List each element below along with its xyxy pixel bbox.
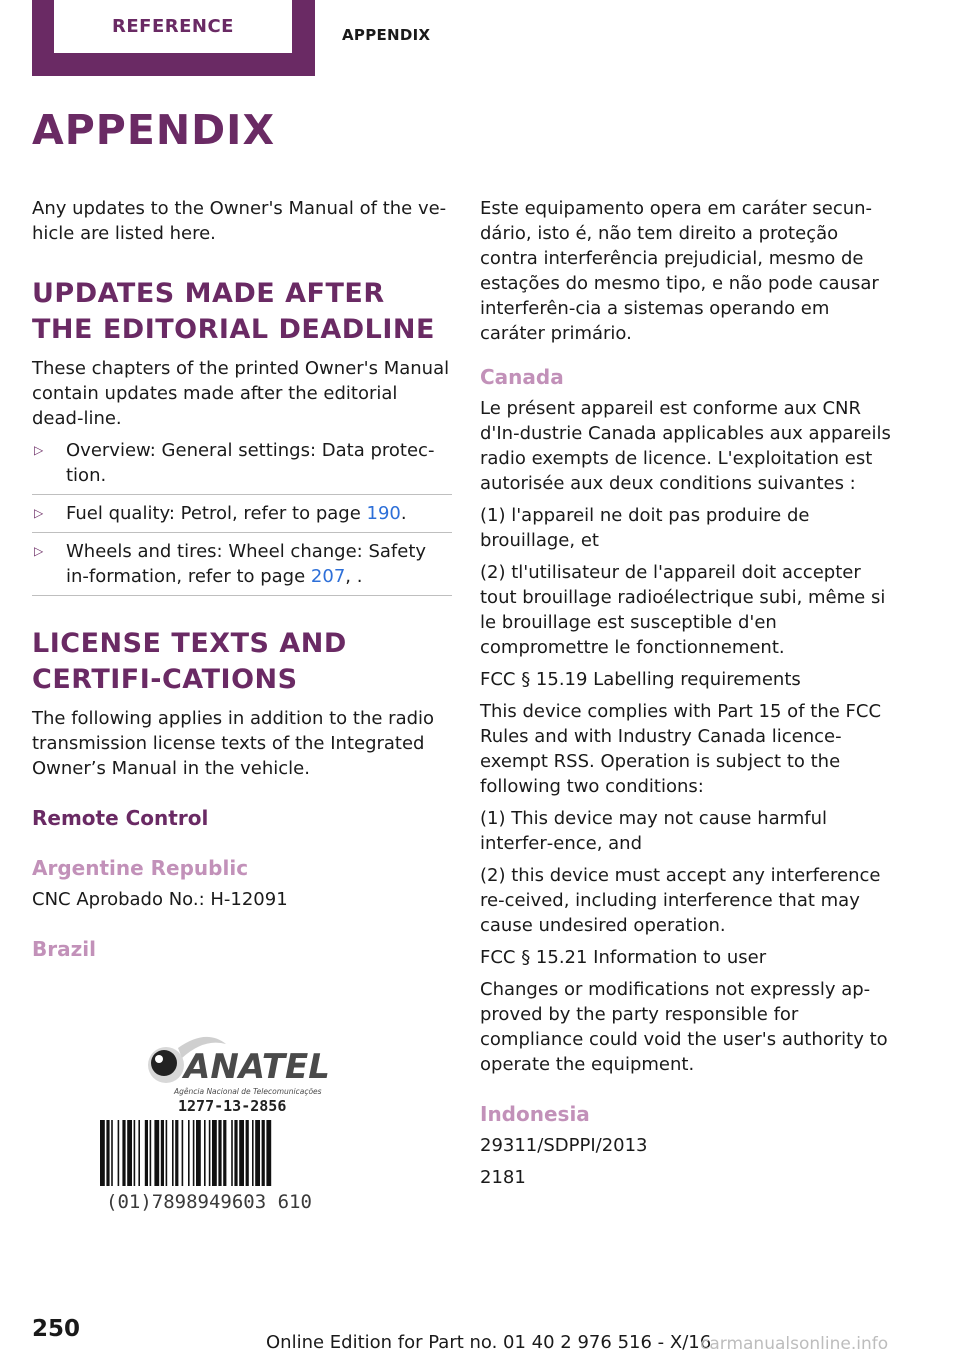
anatel-cert-number: 1277-13-2856	[178, 1097, 287, 1115]
anatel-certification-label	[96, 1028, 386, 1214]
page-number: 250	[32, 1316, 81, 1342]
canada-paragraph: Changes or modifications not expressly ap‐proved by the party responsible for compliance could void the user's authority to operate the equipment.	[480, 979, 888, 1075]
section-label: APPENDIX	[342, 26, 431, 44]
barcode-icon	[100, 1120, 271, 1186]
canada-paragraph: FCC § 15.21 Information to user	[480, 947, 767, 968]
anatel-brand: ANATEL	[184, 1047, 330, 1087]
updates-list	[32, 438, 452, 596]
reference-tab-inner	[54, 0, 292, 53]
list-item-text: Overview: General settings: Data protec‐tion.	[66, 440, 435, 486]
intro-text: Any updates to the Owner's Manual of the ve‐hicle are listed here.	[32, 198, 447, 244]
list-item-text: Wheels and tires: Wheel change: Safety in‐formation, refer to page	[66, 541, 427, 587]
license-text: The following applies in addition to the radio transmission license texts of the Integrated Owner’s Manual in the vehicle.	[32, 708, 435, 779]
canada-paragraph: (1) l'appareil ne doit pas produire de brouillage, et	[480, 505, 810, 551]
anatel-agency: Agência Nacional de Telecomunicações	[174, 1087, 322, 1096]
license-heading: LICENSE TEXTS AND CERTIFI‐CATIONS	[32, 628, 347, 695]
footer-edition: Online Edition for Part no. 01 40 2 976 516 - X/16	[266, 1332, 712, 1353]
list-item	[32, 438, 452, 495]
canada-heading: Canada	[480, 365, 564, 389]
triangle-bullet-icon: ▷	[34, 544, 44, 558]
indonesia-heading: Indonesia	[480, 1102, 590, 1126]
list-item	[32, 501, 452, 533]
page-title: APPENDIX	[32, 106, 276, 154]
page-link-190[interactable]: 190	[366, 503, 401, 524]
argentine-heading: Argentine Republic	[32, 856, 249, 880]
reference-tab	[32, 0, 315, 76]
canada-paragraph: (2) tl'utilisateur de l'appareil doit accepter tout brouillage radioélectrique subi, même si le brouillage est susceptible d'en compromettre le fonctionnement.	[480, 562, 886, 658]
canada-paragraph: FCC § 15.19 Labelling requirements	[480, 669, 801, 690]
list-item-suffix: , .	[345, 566, 363, 587]
list-item-text: Fuel quality: Petrol, refer to page	[66, 503, 367, 524]
canada-paragraph: This device complies with Part 15 of the FCC Rules and with Industry Canada licence-exempt RSS. Operation is subject to the following two conditions:	[480, 701, 882, 797]
canada-paragraph: Le présent appareil est conforme aux CNR d'In‐dustrie Canada applicables aux appareils radio exempts de licence. L'exploitation est autorisée aux deux conditions suivantes :	[480, 398, 891, 494]
footer-watermark: carmanualsonline.info	[700, 1334, 889, 1354]
indonesia-paragraph: 29311/SDPPI/2013	[480, 1135, 648, 1156]
list-item	[32, 539, 452, 596]
canada-paragraph: (1) This device may not cause harmful interfer‐ence, and	[480, 808, 828, 854]
remote-control-heading: Remote Control	[32, 806, 209, 830]
canada-paragraph: (2) this device must accept any interference re‐ceived, including interference that may cause undesired operation.	[480, 865, 881, 936]
triangle-bullet-icon: ▷	[34, 506, 44, 520]
updates-heading: UPDATES MADE AFTER THE EDITORIAL DEADLINE	[32, 278, 435, 345]
argentine-text: CNC Aprobado No.: H-12091	[32, 889, 288, 910]
brazil-heading: Brazil	[32, 937, 96, 961]
right-column	[480, 196, 900, 1197]
updates-text: These chapters of the printed Owner's Manual contain updates made after the editorial dead‐line.	[32, 358, 450, 429]
left-column	[32, 196, 452, 968]
page-link-207[interactable]: 207	[310, 566, 346, 587]
triangle-bullet-icon: ▷	[34, 443, 44, 457]
barcode-number: (01)7898949603 610	[106, 1191, 312, 1213]
indonesia-paragraph: 2181	[480, 1167, 526, 1188]
brazil-text: Este equipamento opera em caráter secun‐dário, isto é, não tem direito a proteção contra interferência prejudicial, mesmo de estações do mesmo tipo, e não pode causar interferên‐cia a sistemas operando em caráter primário.	[480, 198, 879, 344]
list-item-suffix: .	[400, 503, 407, 524]
reference-tab-label: REFERENCE	[112, 16, 234, 37]
